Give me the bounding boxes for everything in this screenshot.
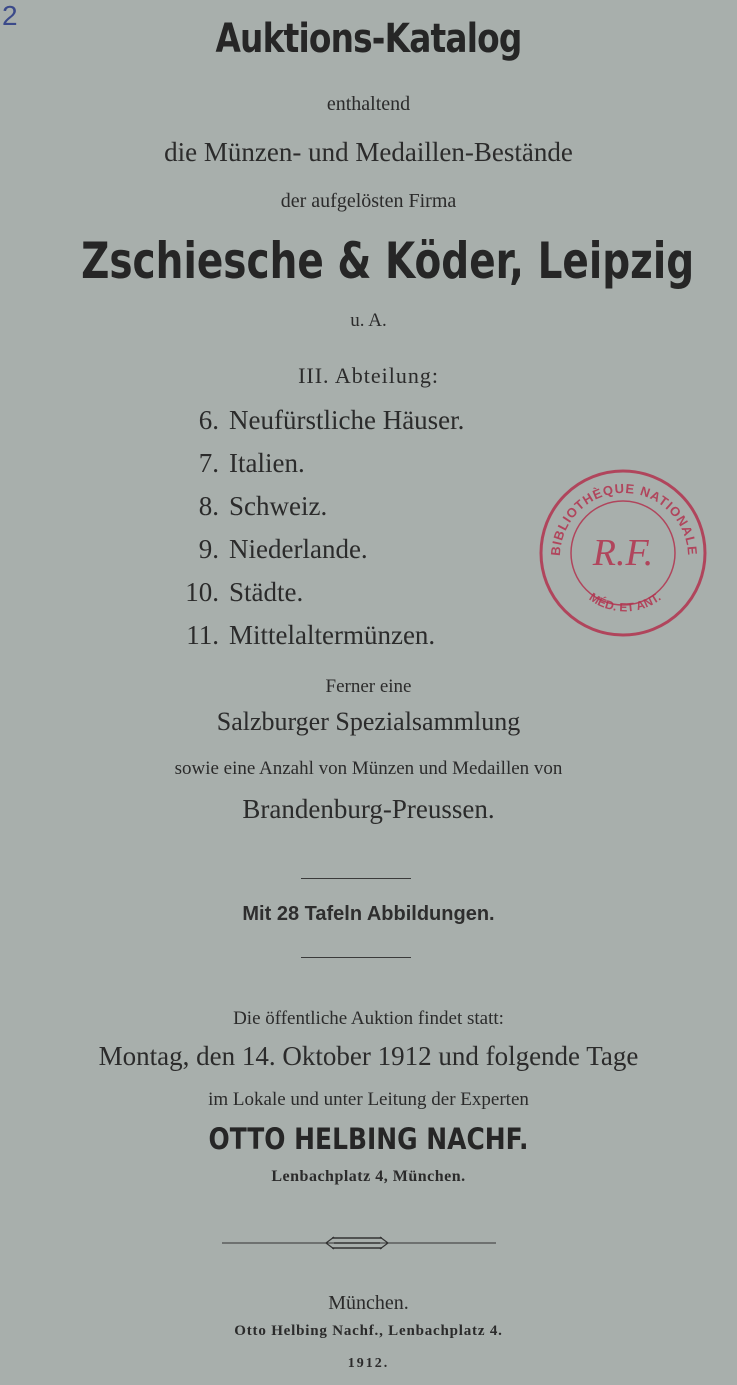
auction-location: im Lokale und unter Leitung der Experten xyxy=(208,1089,529,1110)
sowie-line: sowie eine Anzahl von Münzen und Medaillen von xyxy=(174,758,563,779)
library-stamp xyxy=(536,465,711,640)
firm-suffix: u. A. xyxy=(350,310,387,331)
divider-rule xyxy=(301,957,411,958)
ornamental-rule xyxy=(222,1232,496,1252)
section-list xyxy=(175,405,595,663)
collection-name: Salzburger Spezialsammlung xyxy=(216,707,521,736)
ferner-line: Ferner eine xyxy=(325,676,412,697)
experts-address: Lenbachplatz 4, München. xyxy=(271,1168,466,1185)
svg-text:BIBLIOTHÈQUE NATIONALE: BIBLIOTHÈQUE NATIONALE xyxy=(547,480,701,557)
subtitle-firm-intro: der aufgelösten Firma xyxy=(280,190,457,212)
list-item: 6. Neufürstliche Häuser. xyxy=(198,405,465,435)
auction-intro: Die öffentliche Auktion findet statt: xyxy=(233,1008,504,1029)
divider-rule xyxy=(301,878,411,879)
imprint-city: München. xyxy=(328,1292,409,1314)
region-name: Brandenburg-Preussen. xyxy=(242,794,495,824)
plates-note: Mit 28 Tafeln Abbildungen. xyxy=(242,903,495,925)
firm-name: Zschiesche & Köder, Leipzig xyxy=(81,232,695,290)
svg-text:R.F.: R.F. xyxy=(592,532,654,574)
svg-text:MÉD. ET ANT.: MÉD. ET ANT. xyxy=(586,589,664,615)
list-item: 10. Städte. xyxy=(185,577,304,607)
imprint-publisher: Otto Helbing Nachf., Lenbachplatz 4. xyxy=(234,1323,503,1339)
list-item: 7. Italien. xyxy=(198,448,305,478)
subtitle-holdings: die Münzen- und Medaillen-Bestände xyxy=(164,137,573,167)
imprint-year: 1912. xyxy=(347,1356,390,1371)
list-item: 9. Niederlande. xyxy=(198,534,368,564)
subtitle-enthaltend: enthaltend xyxy=(326,93,411,115)
list-item: 11. Mittelaltermünzen. xyxy=(186,620,436,650)
list-item: 8. Schweiz. xyxy=(198,491,328,521)
auction-date: Montag, den 14. Oktober 1912 und folgende Tage xyxy=(98,1041,639,1071)
corner-shelf-mark: 2 xyxy=(2,0,18,31)
section-heading: III. Abteilung: xyxy=(298,363,439,388)
catalog-title: Auktions-Katalog xyxy=(215,16,522,62)
experts-name: OTTO HELBING NACHF. xyxy=(208,1122,529,1156)
